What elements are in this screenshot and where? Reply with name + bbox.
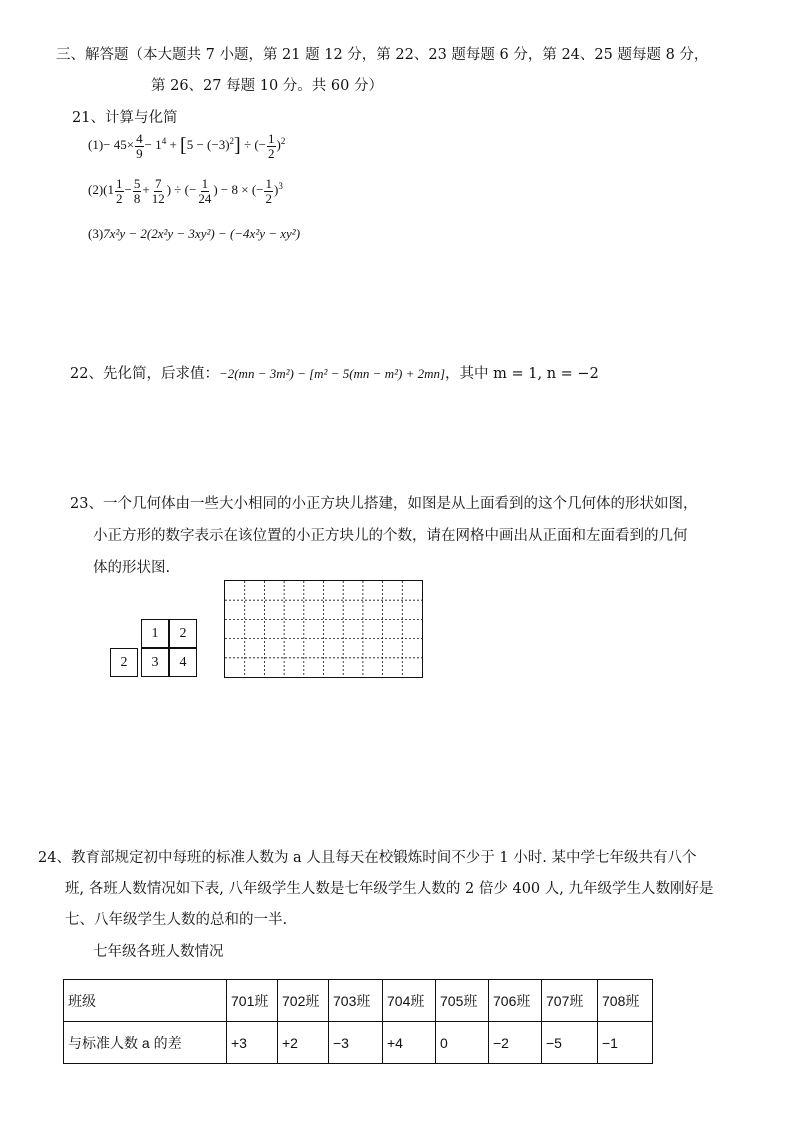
header-label: 班级: [64, 980, 227, 1022]
class-cell: 708班: [598, 980, 653, 1022]
class-cell: 702班: [278, 980, 329, 1022]
class-cell: 707班: [542, 980, 598, 1022]
q22-prefix: 22、先化简，后求值：: [70, 366, 219, 382]
q21-part2-label: (2): [88, 182, 104, 198]
row-label: 与标准人数 a 的差: [64, 1022, 227, 1064]
q21-part1: (1)− 45× $\frac{4}{9}$ − $1^4 + [5 - (-3)^2]$ ÷ (− $\frac{1}{2}$ )$^2$: [88, 131, 286, 161]
table-row: [64, 980, 653, 1022]
drawing-grid-lines: [225, 581, 422, 677]
table-caption: 七年级各班人数情况: [93, 944, 224, 960]
diff-cell: −2: [489, 1022, 542, 1064]
q21-part1-label: (1): [88, 137, 104, 153]
diff-cell: −3: [329, 1022, 383, 1064]
q22-expr: −2(mn − 3m²) − [m² − 5(mn − m²) + 2mn]: [218, 366, 446, 381]
q21-part2: (2)(1 $\frac{1}{2}$ − $\frac{5}{8}$ + $\frac{7}{12}$ ) ÷ (− $\frac{1}{24}$ ) − 8 × (− $\frac{1}{2}$ )$^3$: [88, 176, 283, 206]
q24-line1: 24、教育部规定初中每班的标准人数为 a 人且每天在校锻炼时间不少于 1 小时. 某中学七年级共有八个: [38, 850, 697, 866]
top-view-cell: 2: [169, 619, 197, 648]
q21-part3-expr: 7x²y − 2(2x²y − 3xy²) − (−4x²y − xy²): [103, 226, 301, 241]
q23-line3: 体的形状图.: [93, 560, 171, 576]
class-cell: 703班: [329, 980, 383, 1022]
diff-cell: +4: [383, 1022, 436, 1064]
q24-line2: 班, 各班人数情况如下表, 八年级学生人数是七年级学生人数的 2 倍少 400 人, 九年级学生人数刚好是: [65, 881, 714, 897]
diff-cell: +3: [227, 1022, 278, 1064]
drawing-grid[interactable]: [224, 580, 423, 678]
q21-heading: 21、计算与化简: [72, 110, 178, 126]
class-cell: 701班: [227, 980, 278, 1022]
q24-line3: 七、八年级学生人数的总和的一半.: [65, 912, 288, 928]
q22-suffix: ，其中 m = 1, n = −2: [445, 366, 599, 382]
diff-cell: −5: [542, 1022, 598, 1064]
table-row: [64, 1022, 653, 1064]
class-cell: 705班: [436, 980, 489, 1022]
top-view-cell: 4: [169, 648, 197, 677]
class-table: [63, 979, 653, 1064]
top-view-cell: 1: [141, 619, 169, 648]
class-cell: 704班: [383, 980, 436, 1022]
diff-cell: 0: [436, 1022, 489, 1064]
diff-cell: +2: [278, 1022, 329, 1064]
q21-part3: [88, 226, 300, 242]
q23-line1: 23、一个几何体由一些大小相同的小正方块儿搭建，如图是从上面看到的这个几何体的形状如图，: [70, 496, 698, 512]
diff-cell: −1: [598, 1022, 653, 1064]
section-title: 三、解答题（本大题共 7 小题，第 21 题 12 分，第 22、23 题每题 6 分，第 24、25 题每题 8 分，: [56, 47, 709, 63]
q21-part3-label: (3): [88, 226, 104, 241]
q23-line2: 小正方形的数字表示在该位置的小正方块儿的个数，请在网格中画出从正面和左面看到的几何: [93, 528, 688, 544]
class-cell: 706班: [489, 980, 542, 1022]
top-view-cell: 3: [141, 648, 169, 677]
q22: [70, 362, 599, 383]
top-view-cell: 2: [110, 648, 138, 677]
section-title-cont: 第 26、27 每题 10 分。共 60 分）: [151, 78, 383, 94]
